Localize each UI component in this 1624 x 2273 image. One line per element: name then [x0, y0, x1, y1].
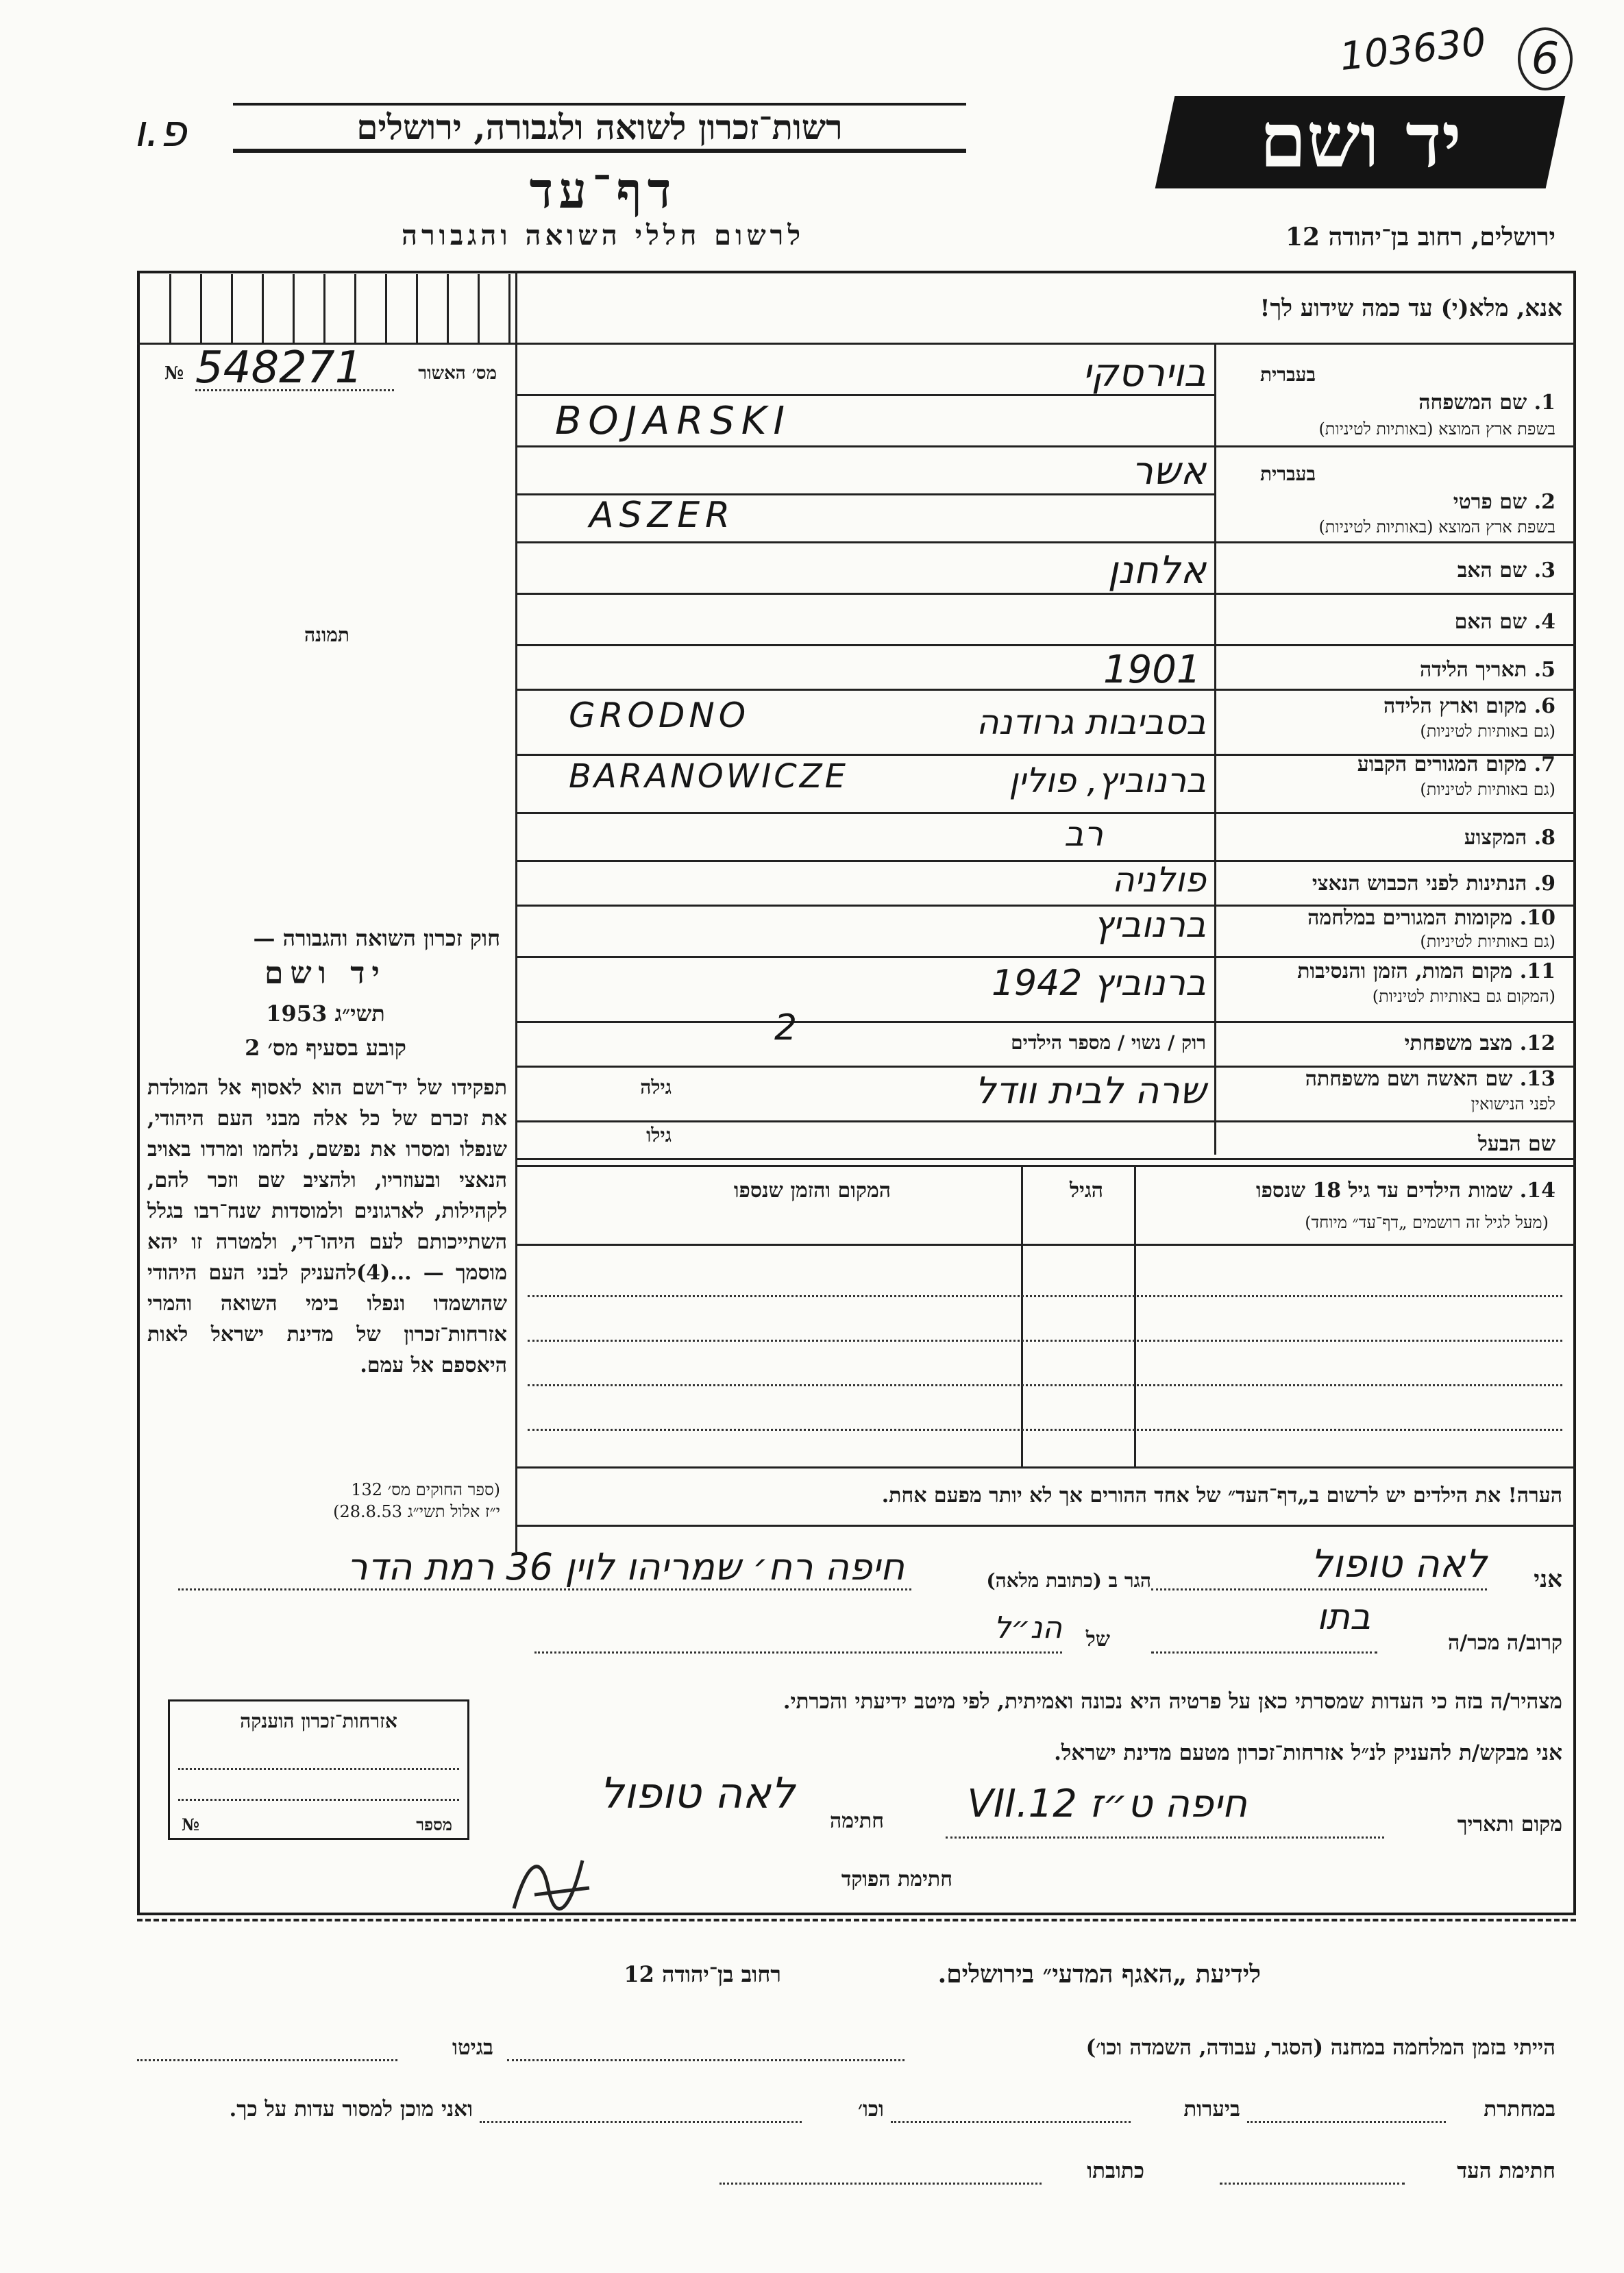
field-7-name: מקום המגורים הקבוע [1357, 752, 1527, 776]
field-9-value: פולניה [1111, 860, 1206, 900]
archive-number: 103630 [1338, 20, 1488, 79]
field-6-name: מקום וארץ הלידה [1383, 694, 1527, 718]
field-10-value: ברנוביץ [1093, 905, 1206, 946]
field-3-num: 3. [1534, 558, 1555, 582]
archive-suffix: 6 [1518, 27, 1573, 90]
bottom-line2-dots-2 [891, 2121, 1131, 2123]
law-logo: יד ושם [264, 956, 386, 991]
witness-of-label: של [1085, 1627, 1110, 1651]
field-5-value: 1901 [1103, 648, 1201, 692]
citizenship-number-label: מספר [416, 1815, 452, 1834]
witness-residing-label: הגר ב (כתובת מלאה) [986, 1569, 1151, 1592]
signature-label: חתימה [830, 1809, 884, 1833]
children-row-4 [528, 1429, 1562, 1431]
field-1-label [1233, 391, 1555, 415]
field-7-value-lat: BARANOWICZE [569, 757, 848, 796]
bottom-title: לידיעת „האגף המדעי״ בירושלים. [937, 1960, 1261, 1989]
field-2-num: 2. [1534, 490, 1555, 514]
bottom-line2-dots-1 [1247, 2121, 1446, 2123]
note-bottom [515, 1525, 1576, 1527]
field-2-label [1233, 490, 1555, 514]
field-12-name: מצב משפחתי [1404, 1031, 1513, 1055]
field-13-label [1220, 1067, 1555, 1091]
bottom-line2-dots-3 [480, 2121, 802, 2123]
children-sub: (מעל לגיל זה רושמים „דף־עד״ מיוחד) [1305, 1213, 1549, 1232]
field-2-value-he: אשר [1131, 449, 1206, 493]
children-row-3 [528, 1384, 1562, 1386]
field-5-name: תאריך הלידה [1420, 658, 1527, 682]
field-12-inline: רוק / נשוי / מספר הילדים [1011, 1031, 1206, 1054]
row11-bottom [515, 1021, 1576, 1023]
witness-name: לאה טופול [1310, 1542, 1487, 1586]
bottom-line3-dots-1 [1220, 2183, 1405, 2185]
field-1-value-lat: BOJARSKI [555, 399, 792, 443]
children-row-1 [528, 1295, 1562, 1297]
field-10-sub: (גם באותיות לטיניות) [1420, 932, 1555, 951]
note-text: הערה! את הילדים יש לרשום ב„דף־העד״ של אחד ההורים אך לא יותר מפעם אחת. [881, 1484, 1562, 1508]
field-2-name: שם פרטי [1453, 490, 1527, 514]
children-col-place: המקום והזמן שנספו [733, 1179, 891, 1203]
field-6-num: 6. [1534, 694, 1555, 718]
field-13-sub: לפני הנישואין [1471, 1094, 1555, 1114]
official-signature-label: חתימת הפוקד [841, 1867, 952, 1891]
field-9-num: 9. [1534, 872, 1555, 896]
row13-bottom [515, 1120, 1576, 1122]
field-8-num: 8. [1534, 826, 1555, 850]
field-7-sub: (גם באותיות לטיניות) [1420, 780, 1555, 799]
approval-no-sign: № [164, 363, 184, 384]
row2-bottom [515, 541, 1576, 543]
citizenship-title: אזרחות־זכרון הוענקה [240, 1710, 397, 1732]
children-row-2 [528, 1340, 1562, 1342]
field-13-value: שרה לבית וודל [974, 1069, 1206, 1112]
field-2-sub: בשפת ארץ המוצא (באותיות לטיניות) [1318, 517, 1555, 537]
authority-title: רשות־זכרון לשואה ולגבורה, ירושלים [233, 103, 966, 153]
witness-address: חיפה רח׳ שמריהו לוין 36 רמת הדר [347, 1545, 905, 1588]
law-ref-2: י״ז אלול תשי״ג 28.8.53) [333, 1502, 500, 1521]
witness-address-line [178, 1588, 911, 1590]
form-title: דף־עד [529, 161, 677, 219]
place-date-line [946, 1836, 1384, 1839]
in-hebrew-2: בעברית [1259, 463, 1316, 485]
field-8-label [1233, 826, 1555, 850]
bottom-line2-end: ואני מוכן למסור עדות על כך. [229, 2097, 473, 2122]
wife-age-label: גילה [640, 1076, 672, 1098]
witness-declaration: מצהיר/ה בזה כי העדות שמסרתי כאן על פרטיה היא נכונה ואמיתית, לפי מיטב ידיעתי והכרתי. [783, 1689, 1562, 1714]
citizenship-line-1 [178, 1768, 459, 1770]
field-6-label [1233, 694, 1555, 718]
row13b-bottom [515, 1158, 1576, 1160]
field-10-num: 10. [1519, 906, 1555, 930]
intro-bar-bottom [515, 343, 1576, 345]
field-11-value: ברנוביץ 1942 [991, 963, 1206, 1004]
field-12-value: 2 [774, 1007, 798, 1048]
bottom-line3-dots-2 [719, 2183, 1042, 2185]
children-num: 14. [1519, 1179, 1555, 1203]
bottom-line3-start: חתימת העד [1457, 2159, 1555, 2183]
field-8-name: המקצוע [1464, 826, 1527, 850]
field-6-value-he: בסביבות גרודנה [976, 702, 1206, 742]
bottom-line1-dots-2 [137, 2059, 397, 2061]
bottom-line3-mid: כתובתו [1087, 2159, 1144, 2183]
approval-value: 548271 [195, 343, 363, 393]
row4-bottom [515, 644, 1576, 646]
field-7-num: 7. [1534, 752, 1555, 776]
bottom-line1-end: בגיטו [452, 2035, 493, 2060]
hatch-strip [140, 274, 514, 343]
header-address: ירושלים, רחוב בן־יהודה 12 [1285, 223, 1555, 251]
field-3-label [1233, 558, 1555, 582]
children-header-bottom [515, 1244, 1576, 1246]
in-hebrew-1: בעברית [1259, 363, 1316, 386]
field-13-name: שם האשה ושם משפחתה [1305, 1067, 1513, 1091]
row5-bottom [515, 689, 1576, 691]
signature-value: לאה טופול [600, 1768, 795, 1818]
bottom-line2-etc: וכו׳ [857, 2097, 884, 2122]
law-clause: קובע בסעיף מס׳ 2 [245, 1035, 406, 1061]
approval-label: מס׳ האשור [418, 363, 497, 384]
field-11-sub: (המקום גם באותיות לטיניות) [1372, 987, 1555, 1006]
children-label [1137, 1179, 1555, 1203]
children-col-divider-1 [1134, 1165, 1136, 1466]
husband-age-label: גילו [646, 1124, 672, 1146]
official-signature-scribble [507, 1847, 603, 1922]
photo-label: תמונה [304, 624, 349, 646]
bottom-line2-mid: ביערות [1183, 2097, 1240, 2122]
children-table-bottom [515, 1466, 1576, 1469]
witness-i-label: אני [1534, 1566, 1562, 1593]
field-5-label [1233, 658, 1555, 682]
field-7-label [1233, 752, 1555, 776]
place-date-value: חיפה ט״ז 12.VII [967, 1782, 1247, 1826]
label-column-divider [1214, 343, 1216, 1155]
field-5-num: 5. [1534, 658, 1555, 682]
bottom-line2-start: במחתרת [1484, 2097, 1555, 2122]
yad-vashem-logo [1155, 96, 1566, 188]
field-2-value-lat: ASZER [589, 495, 736, 536]
left-column-divider [515, 271, 517, 1552]
field-1-name: שם המשפחה [1418, 391, 1527, 415]
approval-line [195, 389, 394, 391]
witness-of-line [534, 1651, 1062, 1654]
witness-request: אני מבקש/ת להעניק לנ״ל אזרחות־זכרון מטעם מדינת ישראל. [1054, 1741, 1562, 1765]
field-6-sub: (גם באותיות לטיניות) [1420, 722, 1555, 741]
children-header-top [515, 1165, 1576, 1167]
field-9-label [1227, 872, 1555, 896]
field-11-num: 11. [1519, 959, 1555, 983]
field-7-value-he: ברנוביץ, פולין [1009, 761, 1206, 800]
field-8-value: רב [1063, 814, 1103, 854]
citizenship-line-2 [178, 1799, 459, 1801]
husband-label: שם הבעל [1477, 1132, 1555, 1156]
field-3-value: אלחנן [1107, 548, 1206, 593]
bottom-line1: הייתי בזמן המלחמה במחנה (הסגר, עבודה, השמדה וכו׳) [1085, 2035, 1555, 2060]
field-13-num: 13. [1519, 1067, 1555, 1091]
row3-bottom [515, 593, 1576, 595]
children-col-divider-2 [1021, 1165, 1023, 1466]
field-11-label [1220, 959, 1555, 983]
field-12-label [1233, 1031, 1555, 1055]
bottom-line1-dots-1 [507, 2059, 905, 2061]
field-4-label [1233, 610, 1555, 634]
top-left-mark: פ.ו [134, 106, 187, 157]
bottom-address: רחוב בן־יהודה 12 [624, 1961, 781, 1987]
law-ref: (ספר החוקים מס׳ 132 [351, 1480, 500, 1499]
witness-relation-label: קרוב/ה מכר/ה [1448, 1631, 1562, 1655]
field-10-label [1220, 906, 1555, 930]
logo-text: יד ושם [1259, 96, 1462, 184]
row1-bottom [515, 445, 1576, 447]
bottom-separator [137, 1919, 1576, 1921]
row10-bottom [515, 956, 1576, 958]
children-name: שמות הילדים עד גיל 18 שנספו [1255, 1179, 1513, 1203]
field-1-sub: בשפת ארץ המוצא (באותיות לטיניות) [1318, 419, 1555, 439]
field-3-name: שם האב [1457, 558, 1527, 582]
place-date-label: מקום ותאריך [1457, 1813, 1562, 1836]
children-col-age: הגיל [1069, 1179, 1103, 1203]
witness-name-line [1151, 1588, 1487, 1590]
citizenship-no-sign: № [182, 1815, 200, 1834]
witness-relation-value: בתו [1316, 1597, 1370, 1638]
field-1-value-he: בוירסקי [1082, 351, 1206, 395]
law-year: תשי״ג 1953 [266, 1000, 385, 1027]
field-10-name: מקומות המגורים במלחמה [1307, 906, 1513, 930]
form-subtitle: לרשום חללי השואה והגבורה [401, 219, 805, 251]
field-4-name: שם האם [1454, 610, 1527, 634]
field-11-name: מקום המות, הזמן והנסיבות [1297, 959, 1513, 983]
intro-text: אנא, מלא(י) עד כמה שידוע לך! [1259, 295, 1562, 322]
law-title: חוק זכרון השואה והגבורה — [253, 925, 500, 951]
witness-relation-line [1151, 1651, 1377, 1654]
law-text: תפקידו של יד־ושם הוא לאסוף אל המולדת את זכרם של כל אלה מבני העם היהודי, שנפלו ומסרו את נפשם, נלחמו ומרדו באויב הנאצי ובעוזריו, ולהציב שם וזכר להם, לקהילות, לארגונים ולמוסדות שנח־רבו בגלל השתייכותם לעם היהו־די, ולמטרה זו יהא מוסמך — ...(4)להעניק לבני העם היהודי שהושמדו ונפלו בימי השואה והמרי אזרחות־זכרון של מדינת ישראל לאות היאספם אל עמם. [147, 1076, 507, 1377]
witness-relation-of: הנ״ל [994, 1610, 1062, 1645]
field-12-num: 12. [1519, 1031, 1555, 1055]
field-6-value-lat: GRODNO [569, 696, 750, 735]
field-9-name: הנתינות לפני הכבוש הנאצי [1312, 872, 1527, 896]
field-4-num: 4. [1534, 610, 1555, 634]
field-1-num: 1. [1534, 391, 1555, 415]
